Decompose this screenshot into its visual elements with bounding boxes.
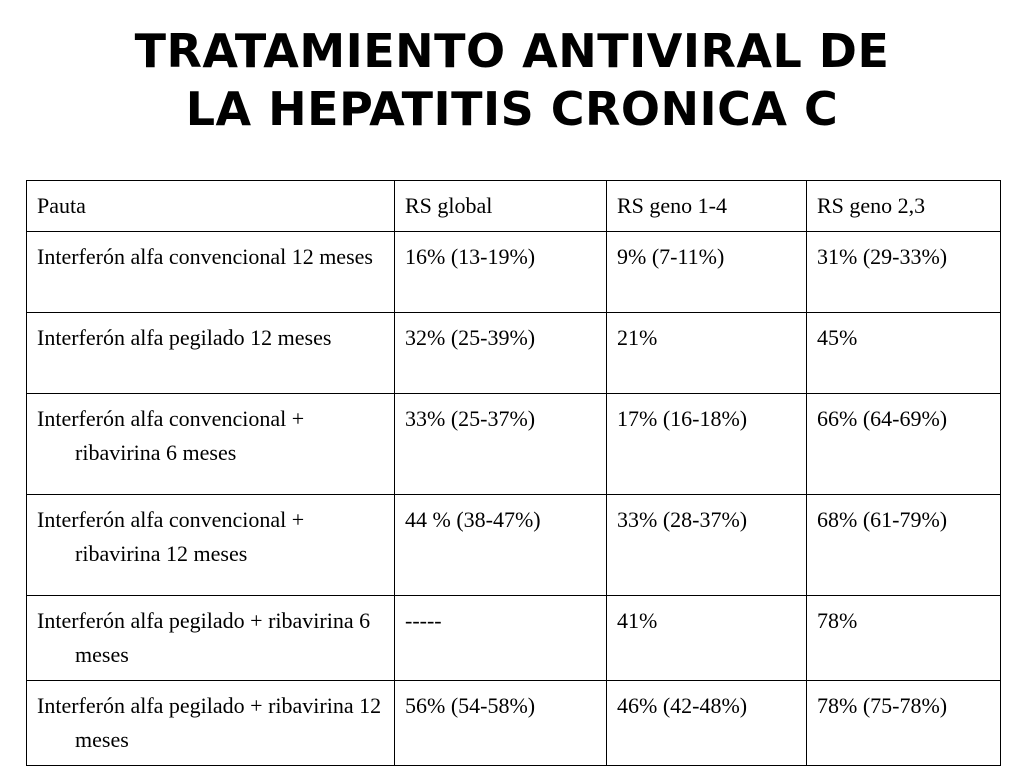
table-row [27, 232, 1001, 313]
cell-rs-global: ----- [395, 596, 607, 681]
header-cell-rs-global: RS global [395, 181, 607, 232]
pauta-text: Interferón alfa pegilado + ribavirina 6 meses [37, 608, 371, 667]
cell-rs-geno-2-3: 78% [807, 596, 1001, 681]
cell-pauta [27, 596, 395, 681]
cell-rs-global: 16% (13-19%) [395, 232, 607, 313]
slide-title-line-1: TRATAMIENTO ANTIVIRAL DE [134, 24, 890, 78]
table-row [27, 313, 1001, 394]
cell-rs-global: 33% (25-37%) [395, 394, 607, 495]
results-table [26, 180, 1001, 766]
cell-rs-geno-1-4: 21% [607, 313, 807, 394]
cell-rs-global: 56% (54-58%) [395, 681, 607, 766]
slide-title-line-2: LA HEPATITIS CRONICA C [185, 82, 839, 136]
pauta-text: Interferón alfa pegilado 12 meses [37, 325, 332, 350]
table-header-row [27, 181, 1001, 232]
cell-rs-geno-2-3: 31% (29-33%) [807, 232, 1001, 313]
cell-rs-geno-2-3: 66% (64-69%) [807, 394, 1001, 495]
cell-rs-geno-2-3: 68% (61-79%) [807, 495, 1001, 596]
cell-pauta [27, 681, 395, 766]
pauta-text: Interferón alfa convencional + ribavirina 12 meses [37, 507, 305, 566]
cell-rs-global: 32% (25-39%) [395, 313, 607, 394]
header-cell-pauta: Pauta [27, 181, 395, 232]
cell-rs-geno-1-4: 46% (42-48%) [607, 681, 807, 766]
cell-pauta [27, 495, 395, 596]
cell-pauta [27, 232, 395, 313]
header-cell-rs-geno-2-3: RS geno 2,3 [807, 181, 1001, 232]
slide-title [0, 22, 1024, 138]
cell-rs-geno-2-3: 78% (75-78%) [807, 681, 1001, 766]
cell-rs-geno-1-4: 17% (16-18%) [607, 394, 807, 495]
cell-rs-geno-1-4: 41% [607, 596, 807, 681]
table-row [27, 495, 1001, 596]
header-cell-rs-geno-1-4: RS geno 1-4 [607, 181, 807, 232]
pauta-text: Interferón alfa pegilado + ribavirina 12 meses [37, 693, 382, 752]
cell-pauta [27, 313, 395, 394]
pauta-text: Interferón alfa convencional 12 meses [37, 244, 373, 269]
pauta-text: Interferón alfa convencional + ribavirina 6 meses [37, 406, 305, 465]
table-row [27, 394, 1001, 495]
cell-rs-geno-1-4: 9% (7-11%) [607, 232, 807, 313]
table-row [27, 681, 1001, 766]
cell-rs-global: 44 % (38-47%) [395, 495, 607, 596]
cell-rs-geno-1-4: 33% (28-37%) [607, 495, 807, 596]
cell-pauta [27, 394, 395, 495]
table-row [27, 596, 1001, 681]
cell-rs-geno-2-3: 45% [807, 313, 1001, 394]
